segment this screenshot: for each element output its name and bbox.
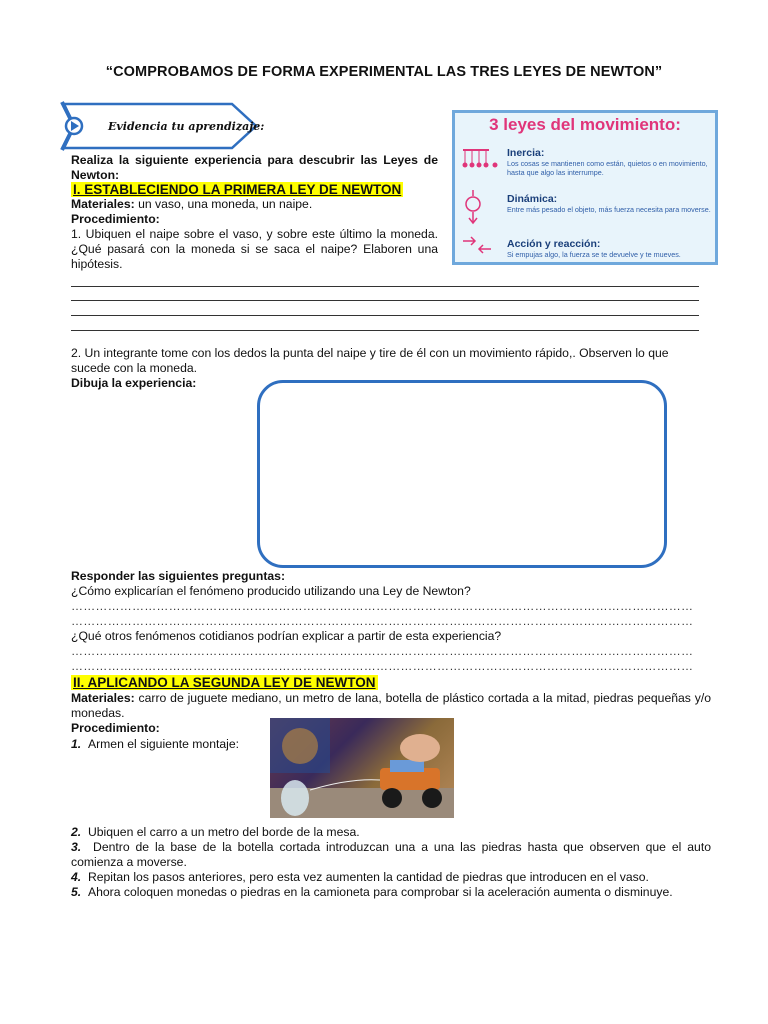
ley-1-name: Inercia: [507,147,545,159]
section-1-procedure-label: Procedimiento: [71,212,160,226]
leyes-title: 3 leyes del movimiento: [489,115,681,134]
drawing-area[interactable] [257,380,667,568]
section-1-step-1: 1. Ubiquen el naipe sobre el vaso, y sobre este último la moneda. ¿Qué pasará con la moneda si se saca el naipe? Elaboren una hipótesis. [71,227,438,271]
answer-line [71,330,699,331]
answer-line [71,315,699,316]
leyes-infographic [452,110,718,265]
setup-photo [270,718,454,818]
answer-line [71,300,699,301]
question-1: ¿Cómo explicarían el fenómeno producido utilizando una Ley de Newton? [71,584,471,598]
action-reaction-icon [461,235,495,255]
answer-dots[interactable]: ……………………………………………………………………………………………………………………………………… [71,644,694,658]
ley-2-name: Dinámica: [507,193,558,205]
newton-cradle-icon [461,147,501,173]
draw-label: Dibuja la experiencia: [71,376,197,390]
ley-3-name: Acción y reacción: [507,238,601,250]
question-2: ¿Qué otros fenómenos cotidianos podrían explicar a partir de esta experiencia? [71,629,502,643]
section-2-step-2: 2. Ubiquen el carro a un metro del borde de la mesa. [71,825,360,839]
ley-2-desc: Entre más pesado el objeto, más fuerza necesita para moverse. [507,205,711,214]
answer-dots[interactable]: ……………………………………………………………………………………………………………………………………… [71,659,694,673]
section-2-materials: Materiales: carro de juguete mediano, un metro de lana, botella de plástico cortada a la mitad, piedras pequeñas y/o monedas. [71,691,711,720]
page-title: “COMPROBAMOS DE FORMA EXPERIMENTAL LAS TRES LEYES DE NEWTON” [105,64,663,80]
evidencia-label: Evidencia tu aprendizaje: [108,120,265,133]
ley-1-desc: Los cosas se mantienen como están, quietos o en movimiento, hasta que algo las interrumpe. [507,159,708,177]
section-2-procedure-label: Procedimiento: [71,721,160,735]
section-1-materials: Materiales: un vaso, una moneda, un naipe. [71,197,313,211]
intro-text: Realiza la siguiente experiencia para descubrir las Leyes de Newton: [71,153,438,182]
section-2-step-5: 5. Ahora coloquen monedas o piedras en la camioneta para comprobar si la aceleración aumenta o disminuye. [71,885,673,899]
answer-dots[interactable]: ……………………………………………………………………………………………………………………………………… [71,614,694,628]
answer-dots[interactable]: ……………………………………………………………………………………………………………………………………… [71,599,694,613]
answer-line [71,286,699,287]
section-2-step-4: 4. Repitan los pasos anteriores, pero esta vez aumenten la cantidad de piedras que introducen en el vaso. [71,870,649,884]
dynamics-icon [461,189,491,225]
toy-car-setup-image [270,718,454,818]
questions-label: Responder las siguientes preguntas: [71,569,286,583]
section-2-step-1: 1. Armen el siguiente montaje: [71,737,240,751]
section-1-heading: I. ESTABLECIENDO LA PRIMERA LEY DE NEWTON [73,182,402,197]
section-1-step-2: 2. Un integrante tome con los dedos la punta del naipe y tire de él con un movimiento rápido,. Observen lo que sucede con la moneda. [71,346,669,375]
ley-3-desc: Si empujas algo, la fuerza se te devuelve y te mueves. [507,250,681,259]
section-2-heading: II. APLICANDO LA SEGUNDA LEY DE NEWTON [73,675,376,690]
section-2-step-3: 3. Dentro de la base de la botella cortada introduzcan una a una las piedras hasta que observen que el auto comienza a moverse. [71,840,711,869]
